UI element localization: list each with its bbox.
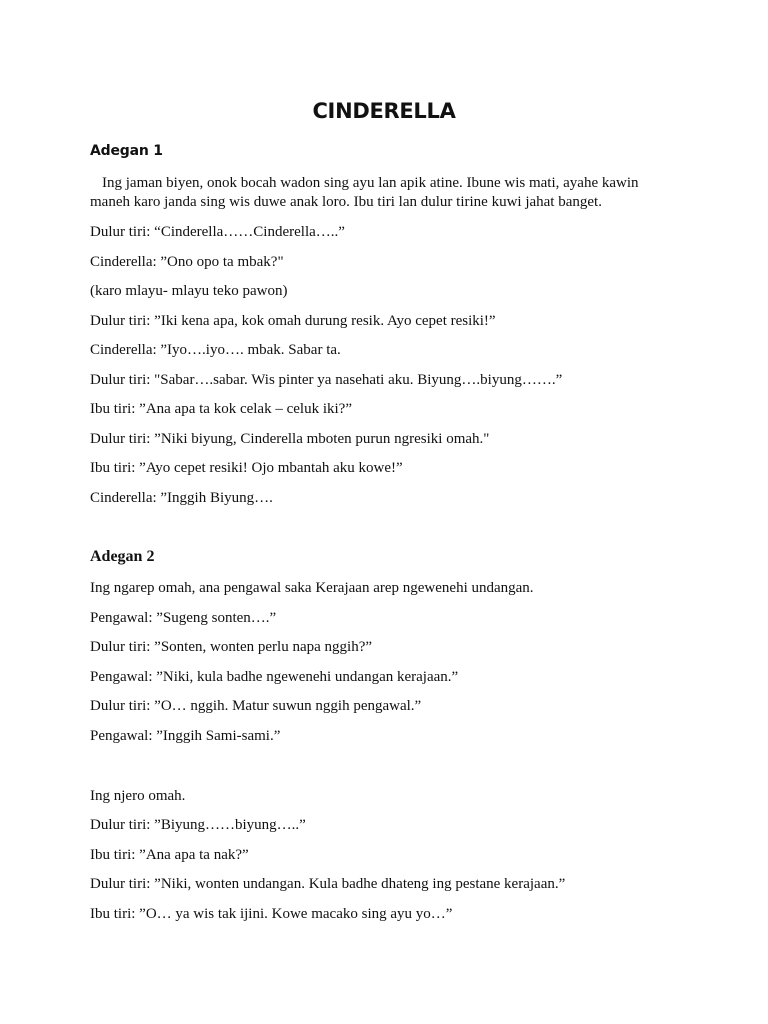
stage-direction: (karo mlayu- mlayu teko pawon): [90, 283, 288, 299]
dialogue-line: Dulur tiri: ”O… nggih. Matur suwun nggih pengawal.”: [90, 698, 422, 714]
dialogue-line: Cinderella: ”Inggih Biyung….: [90, 490, 273, 506]
dialogue-line: Dulur tiri: ”Iki kena apa, kok omah durung resik. Ayo cepet resiki!”: [90, 313, 496, 329]
dialogue-line: Ibu tiri: ”O… ya wis tak ijini. Kowe macako sing ayu yo…”: [90, 906, 453, 922]
dialogue-line: Ibu tiri: ”Ana apa ta kok celak – celuk iki?”: [90, 401, 352, 417]
dialogue-line: Dulur tiri: ”Sonten, wonten perlu napa nggih?”: [90, 639, 373, 655]
dialogue-line: Dulur tiri: ”Niki, wonten undangan. Kula badhe dhateng ing pestane kerajaan.”: [90, 876, 566, 892]
intro-line: maneh karo janda sing wis duwe anak loro. Ibu tiri lan dulur tirine kuwi jahat banget.: [90, 194, 602, 210]
dialogue-line: Pengawal: ”Sugeng sonten….”: [90, 610, 277, 626]
dialogue-line: Pengawal: ”Inggih Sami-sami.”: [90, 728, 281, 744]
dialogue-line: Cinderella: ”Iyo….iyo…. mbak. Sabar ta.: [90, 342, 341, 358]
dialogue-line: Dulur tiri: "Sabar….sabar. Wis pinter ya nasehati aku. Biyung….biyung…….”: [90, 372, 563, 388]
stage-direction: Ing njero omah.: [90, 788, 186, 804]
scene-1-heading: Adegan 1: [90, 143, 163, 159]
dialogue-line: Dulur tiri: ”Biyung……biyung…..”: [90, 817, 306, 833]
dialogue-line: Cinderella: ”Ono opo ta mbak?": [90, 254, 284, 270]
dialogue-line: Pengawal: ”Niki, kula badhe ngewenehi undangan kerajaan.”: [90, 669, 459, 685]
dialogue-line: Dulur tiri: “Cinderella……Cinderella…..”: [90, 224, 345, 240]
dialogue-line: Ibu tiri: ”Ayo cepet resiki! Ojo mbantah aku kowe!”: [90, 460, 403, 476]
intro-line: Ing jaman biyen, onok bocah wadon sing ayu lan apik atine. Ibune wis mati, ayahe kawin: [102, 175, 639, 191]
document-title: CINDERELLA: [312, 99, 456, 123]
dialogue-line: Ibu tiri: ”Ana apa ta nak?”: [90, 847, 249, 863]
stage-direction: Ing ngarep omah, ana pengawal saka Kerajaan arep ngewenehi undangan.: [90, 580, 534, 596]
scene-2-heading: Adegan 2: [90, 548, 155, 565]
scene-1-intro: [90, 174, 655, 212]
dialogue-line: Dulur tiri: ”Niki biyung, Cinderella mboten purun ngresiki omah.": [90, 431, 490, 447]
